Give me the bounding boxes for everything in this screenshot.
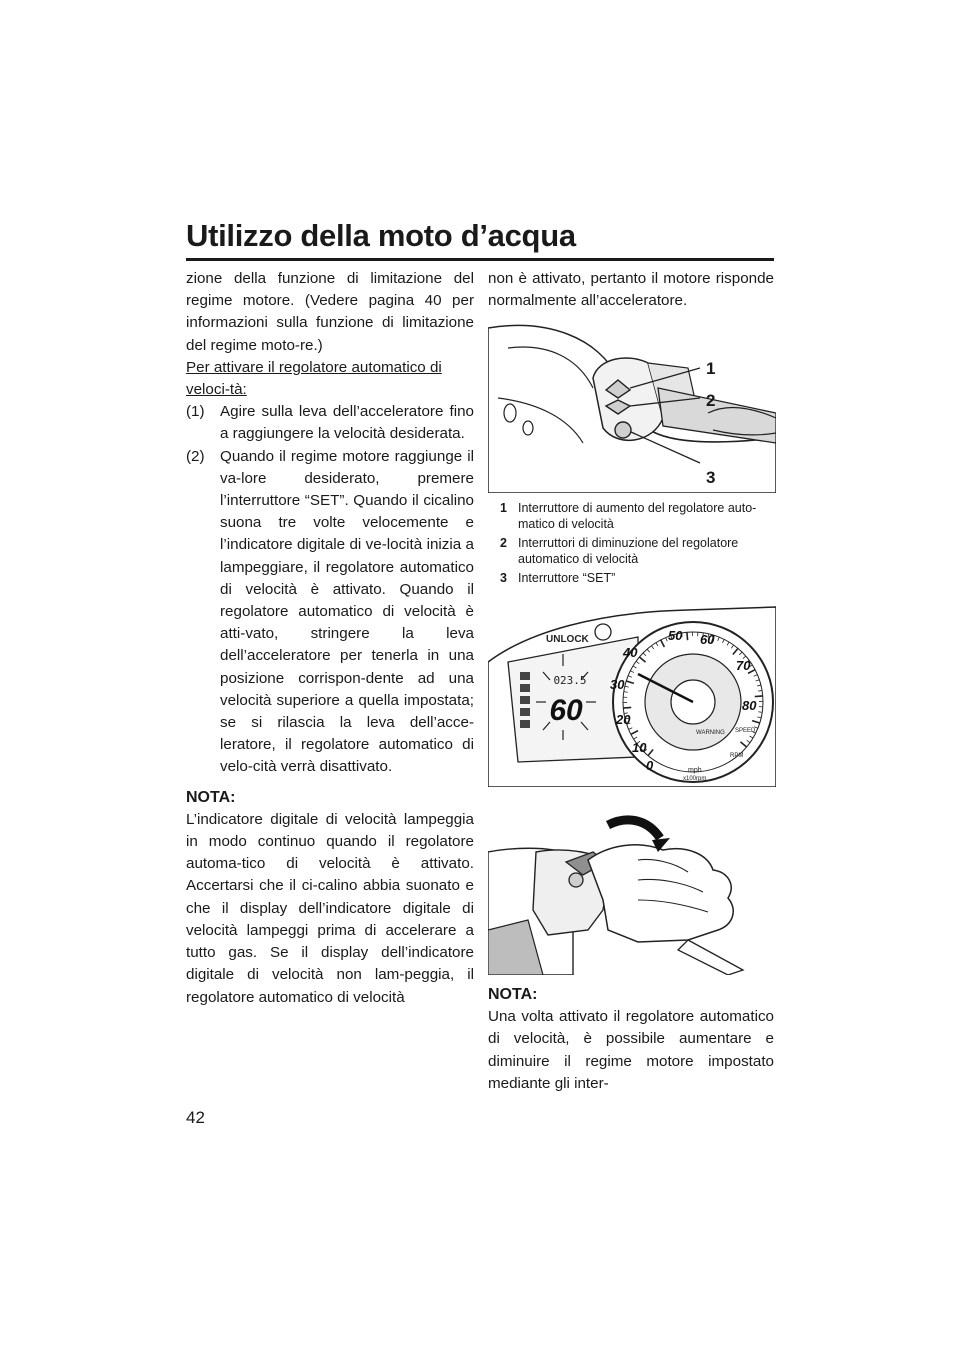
right-note xyxy=(488,984,774,1095)
rpm-label: RPM xyxy=(730,753,744,759)
speedometer-gauge-illustration xyxy=(488,602,776,787)
callout-2: 2 xyxy=(706,391,716,410)
caption-item xyxy=(500,535,770,567)
page-number: 42 xyxy=(186,1108,205,1127)
caption-text: Interruttori di diminuzione del regolatore automatico di velocità xyxy=(518,536,739,566)
unlock-label: UNLOCK xyxy=(546,634,589,645)
caption-item xyxy=(500,500,770,532)
digital-speed-readout: 60 xyxy=(549,694,583,727)
handlebar-switch-illustration xyxy=(488,318,776,493)
left-column xyxy=(186,268,474,1009)
procedure-step xyxy=(186,446,474,779)
unit-label: mph xyxy=(688,767,702,774)
note-text: L’indicatore digitale di velocità lampeggia in modo continuo quando il regolatore automa-tico di velocità è attivato. Accertarsi che il ci-calino abbia suonato e che il display dell’indicatore digitale di velocità lampeggi prima di accelerare a tutto gas. Se il display dell’indicatore digitale di velocità non lam-peggia, il regolatore automatico di velocità xyxy=(186,810,474,1006)
speed-mark: 30 xyxy=(610,677,625,692)
right-column xyxy=(488,268,774,312)
step-text: Quando il regime motore raggiunge il va-lore desiderato, premere l’interruttore “SET”. Quando il cicalino suona tre volte velocemente e l’indicatore digitale di ve-locità inizia a lampeggiare, il regolatore automatico di velocità è attivato. Quando il regolatore automatico di velocità è atti-vato, stringere la leva dell’acceleratore per tenerla in una posizione corrispon-dente ad una velocità superiore a quella impostata; se si rilascia la leva dell’acce-leratore, il regolatore automatico di velo-cità verrà disattivato. xyxy=(220,447,474,776)
speed-mark: 60 xyxy=(700,632,715,647)
throttle-hand-illustration xyxy=(488,800,776,975)
procedure-steps xyxy=(186,401,474,778)
speed-mark: 80 xyxy=(742,698,757,713)
speed-mark: 50 xyxy=(668,628,683,643)
note-heading: NOTA: xyxy=(186,788,236,806)
figure-captions xyxy=(500,500,770,589)
procedure-subheading: Per attivare il regolatore automatico di veloci-tà: xyxy=(186,358,442,399)
rpm-unit-label: x100rpm xyxy=(683,776,707,782)
step-number: (1) xyxy=(186,403,205,421)
warning-label: WARNING xyxy=(696,730,725,736)
callout-3: 3 xyxy=(706,468,716,487)
speed-mark: 70 xyxy=(736,658,751,673)
unlock-button-icon xyxy=(595,624,611,640)
intro-paragraph: zione della funzione di limitazione del regime motore. (Vedere pagina 40 per informazioni sulla funzione di limitazione del regime moto-re.) xyxy=(186,270,474,354)
caption-text: Interruttore “SET” xyxy=(518,571,616,585)
procedure-step xyxy=(186,401,474,445)
header-rule xyxy=(186,258,774,261)
note-heading: NOTA: xyxy=(488,986,538,1003)
dial-tick xyxy=(755,696,763,697)
caption-text: Interruttore di aumento del regolatore auto-matico di velocità xyxy=(518,501,757,531)
caption-number: 1 xyxy=(500,501,507,515)
dial-tick xyxy=(687,632,688,640)
trip-readout: 023.5 xyxy=(553,674,587,687)
step-number: (2) xyxy=(186,447,205,465)
caption-number: 2 xyxy=(500,536,507,550)
caption-number: 3 xyxy=(500,571,507,585)
speed-mark: 20 xyxy=(616,712,631,727)
page-title: Utilizzo della moto d’acqua xyxy=(186,218,576,253)
caption-item xyxy=(500,570,770,586)
step-text: Agire sulla leva dell’acceleratore fino a raggiungere la velocità desiderata. xyxy=(220,403,474,443)
dial-tick xyxy=(623,707,631,708)
speed-mark: 40 xyxy=(623,645,638,660)
speed-mark: 10 xyxy=(632,740,647,755)
callout-1: 1 xyxy=(706,359,716,378)
speed-label: SPEED xyxy=(735,728,756,734)
speed-mark: 0 xyxy=(646,758,654,773)
note-text: Una volta attivato il regolatore automatico di velocità, è possibile aumentare e diminuire il regime motore impostato mediante gli inter- xyxy=(488,1008,774,1092)
continuation-paragraph: non è attivato, pertanto il motore risponde normalmente all’acceleratore. xyxy=(488,270,774,310)
